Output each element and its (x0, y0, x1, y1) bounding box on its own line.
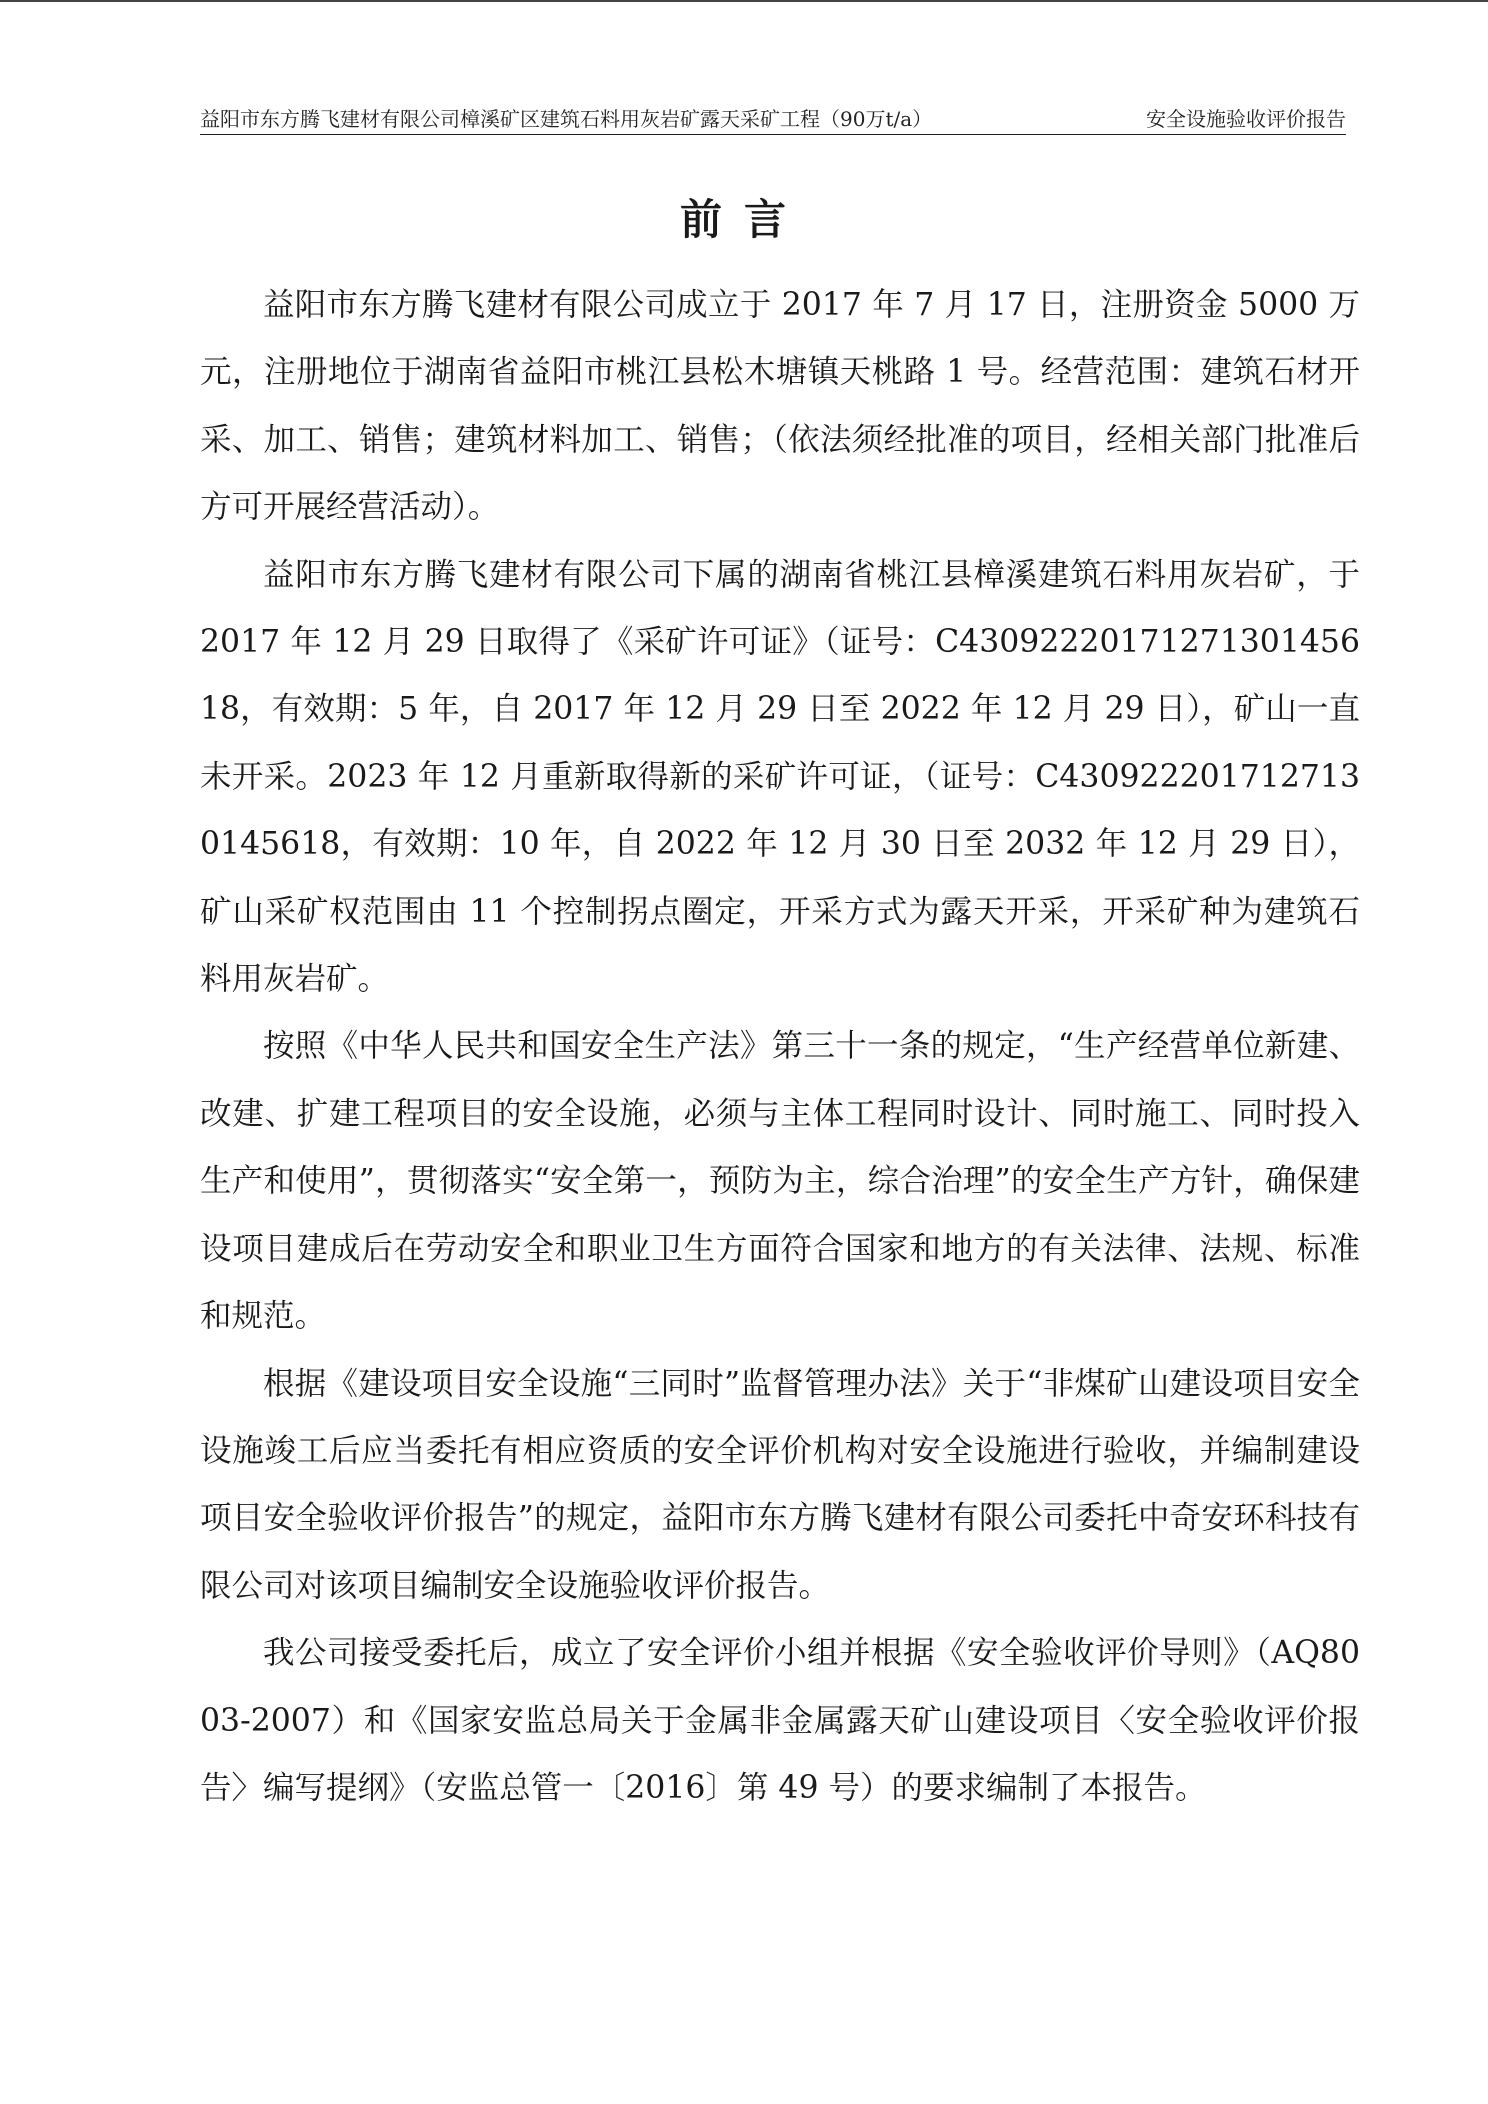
page-top-border (0, 0, 1488, 2)
section-title: 前言 (679, 195, 808, 244)
header-project-title: 益阳市东方腾飞建材有限公司樟溪矿区建筑石料用灰岩矿露天采矿工程（90万t/a） (200, 107, 933, 131)
running-header (200, 104, 1346, 135)
paragraph-mining-license: 益阳市东方腾飞建材有限公司下属的湖南省桃江县樟溪建筑石料用灰岩矿，于 2017 年 12 月 29 日取得了《采矿许可证》（证号：C4309222017127130145618，有效期：5 年，自 2017 年 12 月 29 日至 2022 年 12 月 29 日），矿山一直未开采。2023 年 12 月重新取得新的采矿许可证，（证号：C4309222017127130145618，有效期：10 年，自 2022 年 12 月 30 日至 2032 年 12 月 29 日），矿山采矿权范围由 11 个控制拐点圈定，开采方式为露天开采，开采矿种为建筑石料用灰岩矿。 (200, 556, 1360, 998)
paragraph-safety-law: 按照《中华人民共和国安全生产法》第三十一条的规定，“生产经营单位新建、改建、扩建工程项目的安全设施，必须与主体工程同时设计、同时施工、同时投入生产和使用”，贯彻落实“安全第一，预防为主，综合治理”的安全生产方针，确保建设项目建成后在劳动安全和职业卫生方面符合国家和地方的有关法律、法规、标准和规范。 (200, 1028, 1360, 1335)
paragraph-company-intro: 益阳市东方腾飞建材有限公司成立于 2017 年 7 月 17 日，注册资金 5000 万元，注册地位于湖南省益阳市桃江县松木塘镇天桃路 1 号。经营范围：建筑石材开采、加工、销售；建筑材料加工、销售；（依法须经批准的项目，经相关部门批准后方可开展经营活动）。 (200, 287, 1360, 526)
paragraph-regulation: 根据《建设项目安全设施“三同时”监督管理办法》关于“非煤矿山建设项目安全设施竣工后应当委托有相应资质的安全评价机构对安全设施进行验收，并编制建设项目安全验收评价报告”的规定，益阳市东方腾飞建材有限公司委托中奇安环科技有限公司对该项目编制安全设施验收评价报告。 (200, 1365, 1360, 1604)
preface-body (200, 272, 1360, 1822)
header-report-type: 安全设施验收评价报告 (1146, 107, 1346, 131)
paragraph-commission: 我公司接受委托后，成立了安全评价小组并根据《安全验收评价导则》（AQ8003-2007）和《国家安监总局关于金属非金属露天矿山建设项目〈安全验收评价报告〉编写提纲》（安监总管一〔2016〕第 49 号）的要求编制了本报告。 (200, 1635, 1360, 1806)
